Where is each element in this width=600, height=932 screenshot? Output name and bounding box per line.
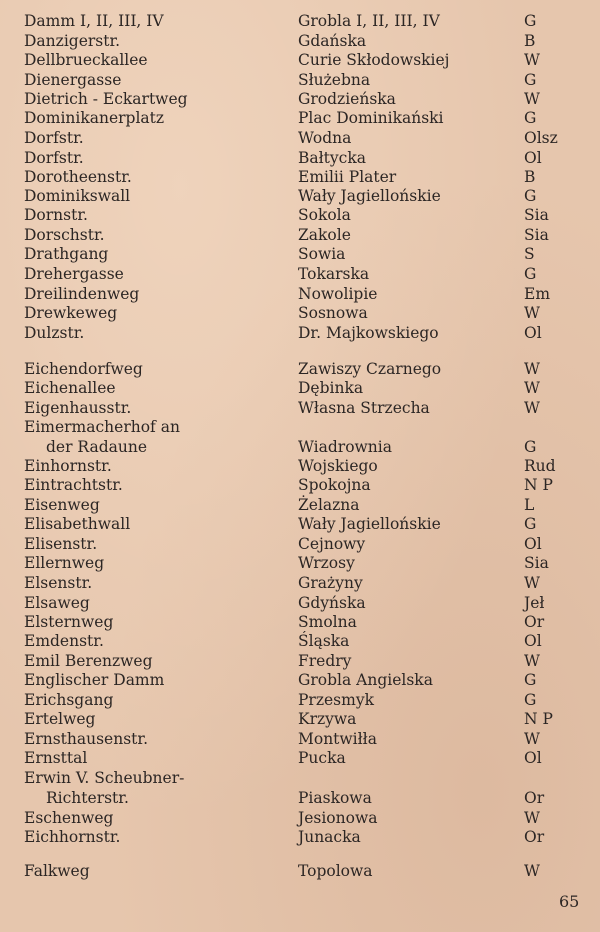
district-code: B	[524, 168, 536, 186]
polish-street-name: Cejnowy	[298, 535, 366, 553]
district-code: Or	[524, 613, 545, 631]
entry-row	[0, 690, 600, 710]
district-code: W	[524, 574, 540, 592]
district-code: W	[524, 652, 540, 670]
entry-row	[0, 70, 600, 90]
district-code: Ol	[524, 535, 542, 553]
polish-street-name: Własna Strzecha	[298, 399, 430, 417]
polish-street-name: Curie Skłodowskiej	[298, 51, 450, 69]
entry-row	[0, 827, 600, 847]
district-code: Sia	[524, 206, 549, 224]
entry-row	[0, 514, 600, 534]
german-street-name: Dorschstr.	[24, 226, 105, 244]
entry-row	[0, 398, 600, 418]
polish-street-name: Grobla Angielska	[298, 671, 433, 689]
district-code: W	[524, 399, 540, 417]
entry-row	[0, 417, 600, 437]
polish-street-name: Zawiszy Czarnego	[298, 360, 442, 378]
german-street-name: Eichhornstr.	[24, 828, 121, 846]
entry-row	[0, 128, 600, 148]
polish-street-name: Jesionowa	[298, 809, 378, 827]
german-street-name: Elsaweg	[24, 594, 90, 612]
german-street-name: Ernsthausenstr.	[24, 730, 149, 748]
page-number: 65	[559, 892, 580, 911]
entry-row	[0, 186, 600, 206]
entry-row	[0, 612, 600, 632]
german-street-name: Emil Berenzweg	[24, 652, 153, 670]
polish-street-name: Tokarska	[298, 265, 370, 283]
entry-row	[0, 573, 600, 593]
entry-row	[0, 631, 600, 651]
district-code: W	[524, 90, 540, 108]
german-street-name: Dorfstr.	[24, 149, 84, 167]
polish-street-name: Wrzosy	[298, 554, 355, 572]
polish-street-name: Zakole	[298, 226, 351, 244]
district-code: W	[524, 809, 540, 827]
district-code: G	[524, 691, 537, 709]
district-code: N P	[524, 476, 553, 494]
german-street-name: Ernsttal	[24, 749, 88, 767]
german-street-name: Drathgang	[24, 245, 109, 263]
district-code: Jeł	[524, 594, 545, 612]
polish-street-name: Sowia	[298, 245, 346, 263]
entry-row	[0, 89, 600, 109]
district-code: G	[524, 187, 537, 205]
entry-row	[0, 768, 600, 788]
entry-row	[0, 264, 600, 284]
german-street-name: Falkweg	[24, 862, 90, 880]
german-street-name: Emdenstr.	[24, 632, 104, 650]
german-street-name: Dulzstr.	[24, 324, 85, 342]
district-code: G	[524, 109, 537, 127]
district-code: G	[524, 71, 537, 89]
german-street-name: der Radaune	[46, 438, 147, 456]
german-street-name: Eintrachtstr.	[24, 476, 123, 494]
german-street-name: Dorfstr.	[24, 129, 84, 147]
district-code: W	[524, 51, 540, 69]
polish-street-name: Przesmyk	[298, 691, 374, 709]
district-code: W	[524, 304, 540, 322]
district-code: G	[524, 12, 537, 30]
polish-street-name: Wodna	[298, 129, 352, 147]
polish-street-name: Gdańska	[298, 32, 367, 50]
district-code: Ol	[524, 632, 542, 650]
german-street-name: Englischer Damm	[24, 671, 165, 689]
district-code: Sia	[524, 554, 549, 572]
german-street-name: Dietrich - Eckartweg	[24, 90, 188, 108]
polish-street-name: Junacka	[298, 828, 361, 846]
entry-row	[0, 359, 600, 379]
german-street-name: Damm I, II, III, IV	[24, 12, 164, 30]
entry-row	[0, 205, 600, 225]
german-street-name: Ellernweg	[24, 554, 105, 572]
polish-street-name: Piaskowa	[298, 789, 372, 807]
german-street-name: Eigenhausstr.	[24, 399, 132, 417]
district-code: Or	[524, 828, 545, 846]
polish-street-name: Emilii Plater	[298, 168, 397, 186]
district-code: Ol	[524, 324, 542, 342]
polish-street-name: Dr. Majkowskiego	[298, 324, 439, 342]
district-code: G	[524, 515, 537, 533]
german-street-name: Eisenweg	[24, 496, 100, 514]
german-street-name: Dominikswall	[24, 187, 131, 205]
district-code: W	[524, 862, 540, 880]
polish-street-name: Sosnowa	[298, 304, 368, 322]
district-code: L	[524, 496, 535, 514]
entry-row	[0, 861, 600, 881]
entry-row	[0, 167, 600, 187]
district-code: Ol	[524, 149, 542, 167]
polish-street-name: Smolna	[298, 613, 357, 631]
german-street-name: Dorotheenstr.	[24, 168, 132, 186]
district-code: Em	[524, 285, 551, 303]
entry-row	[0, 50, 600, 70]
german-street-name: Elisenstr.	[24, 535, 98, 553]
german-street-name: Einhornstr.	[24, 457, 112, 475]
entry-row	[0, 788, 600, 808]
polish-street-name: Topolowa	[298, 862, 373, 880]
entry-row	[0, 378, 600, 398]
entry-row	[0, 808, 600, 828]
polish-street-name: Wały Jagiellońskie	[298, 187, 441, 205]
polish-street-name: Nowolipie	[298, 285, 378, 303]
district-code: W	[524, 379, 540, 397]
entry-row	[0, 31, 600, 51]
district-code: G	[524, 671, 537, 689]
german-street-name: Ertelweg	[24, 710, 96, 728]
polish-street-name: Grażyny	[298, 574, 363, 592]
polish-street-name: Wały Jagiellońskie	[298, 515, 441, 533]
entry-row	[0, 225, 600, 245]
polish-street-name: Grobla I, II, III, IV	[298, 12, 440, 30]
district-code: W	[524, 360, 540, 378]
district-code: Rud	[524, 457, 556, 475]
german-street-name: Erichsgang	[24, 691, 114, 709]
entry-row	[0, 475, 600, 495]
district-code: Sia	[524, 226, 549, 244]
district-code: G	[524, 265, 537, 283]
entry-row	[0, 456, 600, 476]
entry-row	[0, 148, 600, 168]
german-street-name: Dellbrueckallee	[24, 51, 148, 69]
polish-street-name: Sokola	[298, 206, 351, 224]
german-street-name: Eimermacherhof an	[24, 418, 180, 436]
german-street-name: Dreilindenweg	[24, 285, 140, 303]
polish-street-name: Wiadrownia	[298, 438, 392, 456]
german-street-name: Dienergasse	[24, 71, 122, 89]
entry-row	[0, 534, 600, 554]
polish-street-name: Gdyńska	[298, 594, 366, 612]
polish-street-name: Żelazna	[298, 496, 360, 514]
polish-street-name: Wojskiego	[298, 457, 378, 475]
entry-row	[0, 670, 600, 690]
entry-row	[0, 108, 600, 128]
entry-row	[0, 729, 600, 749]
german-street-name: Dornstr.	[24, 206, 88, 224]
german-street-name: Elsenstr.	[24, 574, 93, 592]
polish-street-name: Służebna	[298, 71, 371, 89]
district-code: B	[524, 32, 536, 50]
entry-row	[0, 709, 600, 729]
german-street-name: Drehergasse	[24, 265, 124, 283]
polish-street-name: Fredry	[298, 652, 352, 670]
polish-street-name: Plac Dominikański	[298, 109, 444, 127]
german-street-name: Eichenallee	[24, 379, 116, 397]
polish-street-name: Bałtycka	[298, 149, 366, 167]
entry-row	[0, 323, 600, 343]
german-street-name: Eichendorfweg	[24, 360, 143, 378]
polish-street-name: Dębinka	[298, 379, 364, 397]
polish-street-name: Grodzieńska	[298, 90, 396, 108]
german-street-name: Danzigerstr.	[24, 32, 121, 50]
german-street-name: Elisabethwall	[24, 515, 131, 533]
entry-row	[0, 437, 600, 457]
entry-row	[0, 244, 600, 264]
german-street-name: Elsternweg	[24, 613, 114, 631]
polish-street-name: Pucka	[298, 749, 346, 767]
german-street-name: Eschenweg	[24, 809, 114, 827]
district-code: Or	[524, 789, 545, 807]
entry-row	[0, 651, 600, 671]
polish-street-name: Śląska	[298, 632, 350, 650]
entry-row	[0, 284, 600, 304]
district-code: G	[524, 438, 537, 456]
polish-street-name: Spokojna	[298, 476, 371, 494]
entry-row	[0, 303, 600, 323]
german-street-name: Drewkeweg	[24, 304, 118, 322]
district-code: W	[524, 730, 540, 748]
polish-street-name: Krzywa	[298, 710, 357, 728]
entry-row	[0, 553, 600, 573]
entry-row	[0, 593, 600, 613]
district-code: Ol	[524, 749, 542, 767]
district-code: Olsz	[524, 129, 558, 147]
polish-street-name: Montwiłła	[298, 730, 377, 748]
entry-row	[0, 11, 600, 31]
german-street-name: Dominikanerplatz	[24, 109, 165, 127]
district-code: N P	[524, 710, 553, 728]
german-street-name: Richterstr.	[46, 789, 129, 807]
entry-row	[0, 748, 600, 768]
german-street-name: Erwin V. Scheubner-	[24, 769, 185, 787]
entry-row	[0, 495, 600, 515]
district-code: S	[524, 245, 535, 263]
